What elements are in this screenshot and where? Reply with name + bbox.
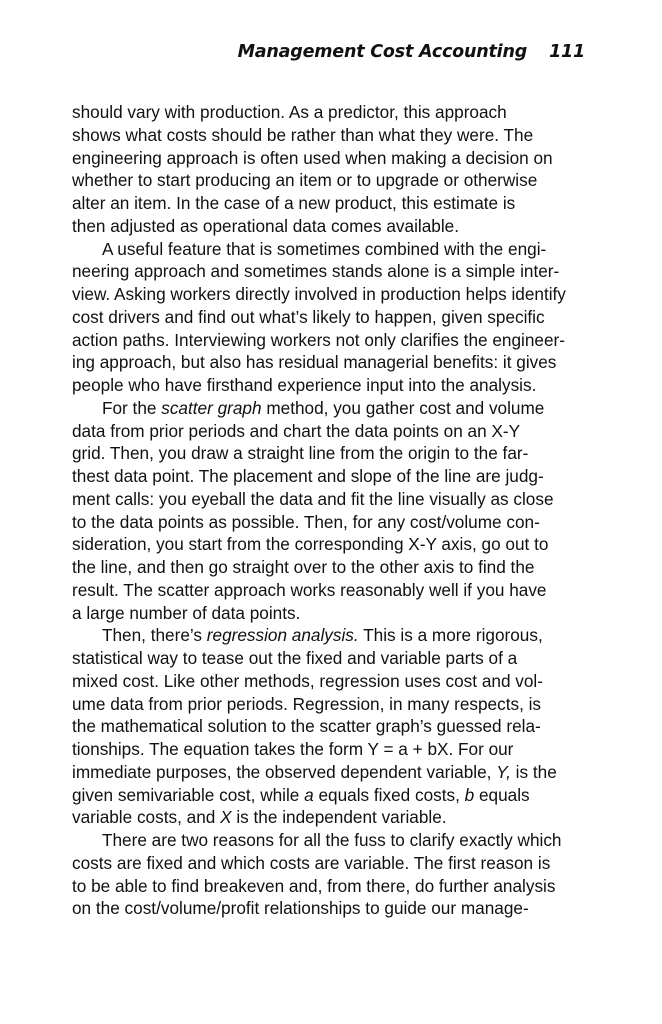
- text-line: [72, 647, 592, 670]
- text-run: neering approach and sometimes stands alone is a simple inter-: [72, 261, 560, 282]
- text-run: on the cost/volume/profit relationships to guide our manage-: [72, 898, 529, 919]
- body-text: [72, 101, 592, 920]
- text-run: result. The scatter approach works reasonably well if you have: [72, 579, 547, 600]
- text-run: For the: [102, 397, 162, 418]
- text-run: data from prior periods and chart the data points on an X-Y: [72, 420, 521, 441]
- text-run: is the independent variable.: [231, 807, 447, 828]
- text-run: equals: [474, 784, 530, 805]
- paragraph-first-line: [72, 397, 592, 420]
- text-run: costs are fixed and which costs are variable. The first reason is: [72, 852, 551, 873]
- paragraph-first-line: [72, 238, 592, 261]
- text-line: [72, 784, 592, 807]
- text-run: to be able to find breakeven and, from there, do further analysis: [72, 875, 556, 896]
- text-line: [72, 351, 592, 374]
- text-line: [72, 101, 592, 124]
- page-number: 111: [549, 42, 585, 62]
- text-line: [72, 169, 592, 192]
- text-run: cost drivers and find out what’s likely to happen, given specific: [72, 306, 545, 327]
- running-head-title: Management Cost Accounting: [237, 42, 528, 62]
- text-run: tionships. The equation takes the form Y = a + bX. For our: [72, 739, 514, 759]
- italic-term: scatter graph: [161, 397, 262, 418]
- text-line: [72, 602, 592, 625]
- text-run: the mathematical solution to the scatter graph’s guessed rela-: [72, 716, 541, 737]
- text-run: method, you gather cost and volume: [261, 397, 545, 418]
- text-line: [72, 374, 592, 397]
- text-run: action paths. Interviewing workers not only clarifies the engineer-: [72, 329, 565, 350]
- text-line: [72, 693, 592, 716]
- text-line: [72, 147, 592, 170]
- text-run: grid. Then, you draw a straight line from the origin to the far-: [72, 443, 529, 464]
- text-run: then adjusted as operational data comes available.: [72, 215, 459, 236]
- text-line: [72, 670, 592, 693]
- text-line: [72, 124, 592, 147]
- text-line: [72, 556, 592, 579]
- text-run: given semivariable cost, while: [72, 784, 305, 805]
- text-run: shows what costs should be rather than what they were. The: [72, 124, 534, 145]
- text-line: [72, 442, 592, 465]
- text-line: [72, 420, 592, 443]
- text-run: There are two reasons for all the fuss to clarify exactly which: [102, 830, 562, 850]
- italic-term: regression analysis.: [206, 625, 359, 646]
- text-line: [72, 192, 592, 215]
- text-line: [72, 533, 592, 556]
- text-line: [72, 738, 592, 761]
- text-run: Then, there’s: [102, 625, 207, 646]
- text-run: should vary with production. As a predictor, this approach: [72, 102, 507, 122]
- text-line: [72, 215, 592, 238]
- text-line: [72, 761, 592, 784]
- text-line: [72, 897, 592, 920]
- text-line: [72, 715, 592, 738]
- text-run: thest data point. The placement and slope of the line are judg-: [72, 466, 544, 486]
- text-run: view. Asking workers directly involved in production helps identify: [72, 284, 566, 304]
- text-run: immediate purposes, the observed dependent variable,: [72, 761, 497, 782]
- text-run: variable costs, and: [72, 807, 221, 828]
- italic-term: X: [220, 807, 232, 828]
- text-run: A useful feature that is sometimes combined with the engi-: [102, 238, 547, 259]
- italic-term: a: [304, 784, 314, 805]
- text-line: [72, 306, 592, 329]
- text-run: sideration, you start from the corresponding X-Y axis, go out to: [72, 534, 549, 555]
- text-line: [72, 465, 592, 488]
- text-run: equals fixed costs,: [313, 784, 465, 805]
- text-line: [72, 806, 592, 829]
- text-run: is the: [510, 761, 557, 782]
- text-run: ing approach, but also has residual managerial benefits: it gives: [72, 352, 557, 373]
- text-line: [72, 579, 592, 602]
- italic-term: Y,: [496, 761, 511, 782]
- text-run: This is a more rigorous,: [358, 625, 543, 646]
- paragraph-first-line: [72, 624, 592, 647]
- text-line: [72, 511, 592, 534]
- text-run: ume data from prior periods. Regression, in many respects, is: [72, 693, 542, 714]
- text-run: alter an item. In the case of a new product, this estimate is: [72, 193, 516, 213]
- text-run: mixed cost. Like other methods, regression uses cost and vol-: [72, 670, 543, 691]
- text-line: [72, 875, 592, 898]
- text-line: [72, 260, 592, 283]
- italic-term: b: [464, 784, 475, 805]
- text-run: whether to start producing an item or to upgrade or otherwise: [72, 170, 538, 191]
- text-line: [72, 329, 592, 352]
- text-run: people who have firsthand experience input into the analysis.: [72, 375, 537, 395]
- text-run: to the data points as possible. Then, for any cost/volume con-: [72, 511, 540, 532]
- text-run: the line, and then go straight over to the other axis to find the: [72, 557, 535, 577]
- text-run: engineering approach is often used when making a decision on: [72, 147, 553, 168]
- text-run: a large number of data points.: [72, 602, 301, 623]
- text-run: ment calls: you eyeball the data and fit the line visually as close: [72, 488, 554, 509]
- text-line: [72, 283, 592, 306]
- text-run: statistical way to tease out the fixed and variable parts of a: [72, 648, 518, 668]
- paragraph-first-line: [72, 829, 592, 852]
- text-line: [72, 852, 592, 875]
- text-line: [72, 488, 592, 511]
- running-head: [0, 42, 585, 62]
